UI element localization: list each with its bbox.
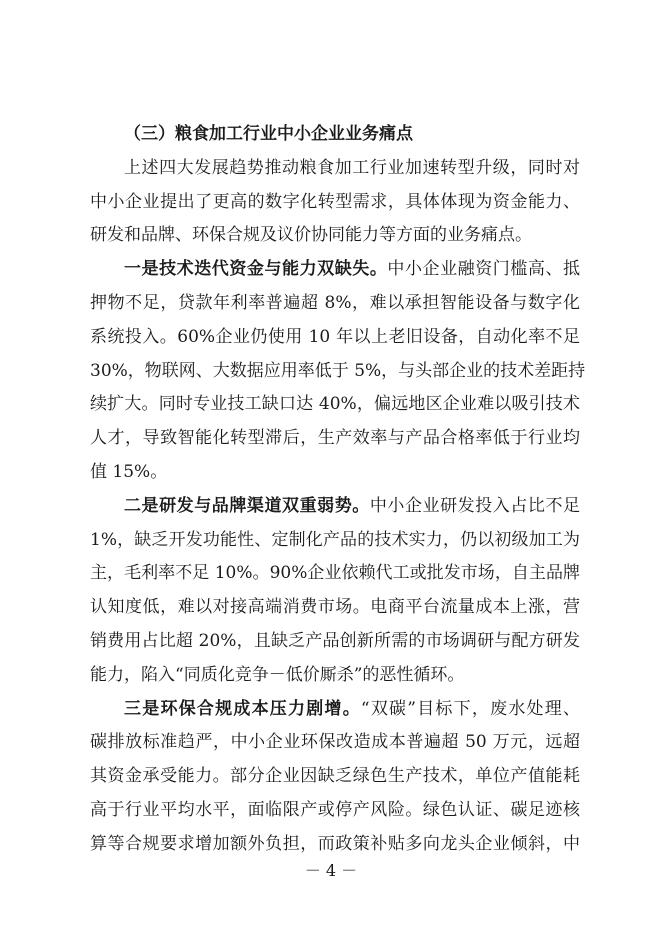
paragraph-text: 认知度低，难以对接高端消费市场。电商平台流量成本上涨，营 bbox=[90, 597, 580, 618]
paragraph-line bbox=[90, 760, 580, 794]
paragraph-line bbox=[90, 524, 580, 558]
paragraph-line bbox=[90, 625, 580, 659]
paragraph-line bbox=[90, 726, 580, 760]
paragraph-line bbox=[90, 422, 580, 456]
paragraph-line bbox=[90, 186, 580, 220]
paragraph-line bbox=[90, 253, 580, 287]
paragraph-line bbox=[90, 321, 580, 355]
paragraph-text: “双碳”目标下，废水处理、 bbox=[360, 698, 580, 719]
paragraph-lead: 二是研发与品牌渠道双重弱势。 bbox=[124, 495, 370, 516]
paragraph-text: 销费用占比超 20%，且缺乏产品创新所需的市场调研与配方研发 bbox=[90, 630, 580, 651]
paragraph-text: 系统投入。60%企业仍使用 10 年以上老旧设备，自动化率不足 bbox=[90, 326, 580, 347]
paragraph-text: 人才，导致智能化转型滞后，生产效率与产品合格率低于行业均 bbox=[90, 428, 580, 449]
page-number: － 4 － bbox=[304, 861, 358, 880]
paragraph-line bbox=[90, 490, 580, 524]
paragraph-line bbox=[90, 693, 580, 727]
paragraph-text: 碳排放标准趋严，中小企业环保改造成本普遍超 50 万元，远超 bbox=[90, 732, 580, 753]
paragraph-line bbox=[90, 388, 580, 422]
paragraph-text: 中小企业融资门槛高、抵 bbox=[387, 259, 581, 280]
paragraph-text: 值 15%。 bbox=[90, 461, 168, 482]
paragraph-text: 算等合规要求增加额外负担，而政策补贴多向龙头企业倾斜，中 bbox=[90, 833, 580, 854]
paragraph-line bbox=[90, 828, 580, 862]
paragraph-text: 续扩大。同时专业技工缺口达 40%，偏远地区企业难以吸引技术 bbox=[90, 394, 580, 415]
paragraph-text: 研发和品牌、环保合规及议价协同能力等方面的业务痛点。 bbox=[90, 225, 532, 246]
paragraph-text: 中小企业研发投入占比不足 bbox=[369, 495, 581, 516]
paragraph-lead: 三是环保合规成本压力剧增。 bbox=[124, 698, 361, 719]
paragraph-line bbox=[90, 355, 586, 389]
paragraph-line bbox=[90, 456, 580, 490]
paragraph-line bbox=[90, 659, 580, 693]
section-heading: （三）粮食加工行业中小企业业务痛点 bbox=[124, 124, 413, 144]
paragraph-line bbox=[90, 152, 580, 186]
paragraph-text: 其资金承受能力。部分企业因缺乏绿色生产技术，单位产值能耗 bbox=[90, 766, 580, 787]
paragraph-text: 高于行业平均水平，面临限产或停产风险。绿色认证、碳足迹核 bbox=[90, 799, 580, 820]
paragraph-text: 1%，缺乏开发功能性、定制化产品的技术实力，仍以初级加工为 bbox=[90, 529, 580, 550]
paragraph-text: 30%，物联网、大数据应用率低于 5%，与头部企业的技术差距持 bbox=[90, 360, 586, 381]
paragraph-line bbox=[90, 794, 580, 828]
paragraph-line bbox=[90, 591, 580, 625]
paragraph-lead: 一是技术迭代资金与能力双缺失。 bbox=[124, 259, 388, 280]
document-body bbox=[90, 118, 586, 862]
paragraph-line bbox=[90, 557, 580, 591]
paragraph-text: 主，毛利率不足 10%。90%企业依赖代工或批发市场，自主品牌 bbox=[90, 563, 580, 584]
paragraph-line bbox=[90, 219, 580, 253]
paragraph-text: 中小企业提出了更高的数字化转型需求，具体体现为资金能力、 bbox=[90, 191, 580, 212]
paragraph-text: 上述四大发展趋势推动粮食加工行业加速转型升级，同时对 bbox=[124, 157, 580, 178]
paragraph-text: 押物不足，贷款年利率普遍超 8%，难以承担智能设备与数字化 bbox=[90, 292, 580, 313]
paragraph-text: 能力，陷入“同质化竞争－低价厮杀”的恶性循环。 bbox=[90, 664, 465, 685]
paragraph-line bbox=[90, 287, 580, 321]
